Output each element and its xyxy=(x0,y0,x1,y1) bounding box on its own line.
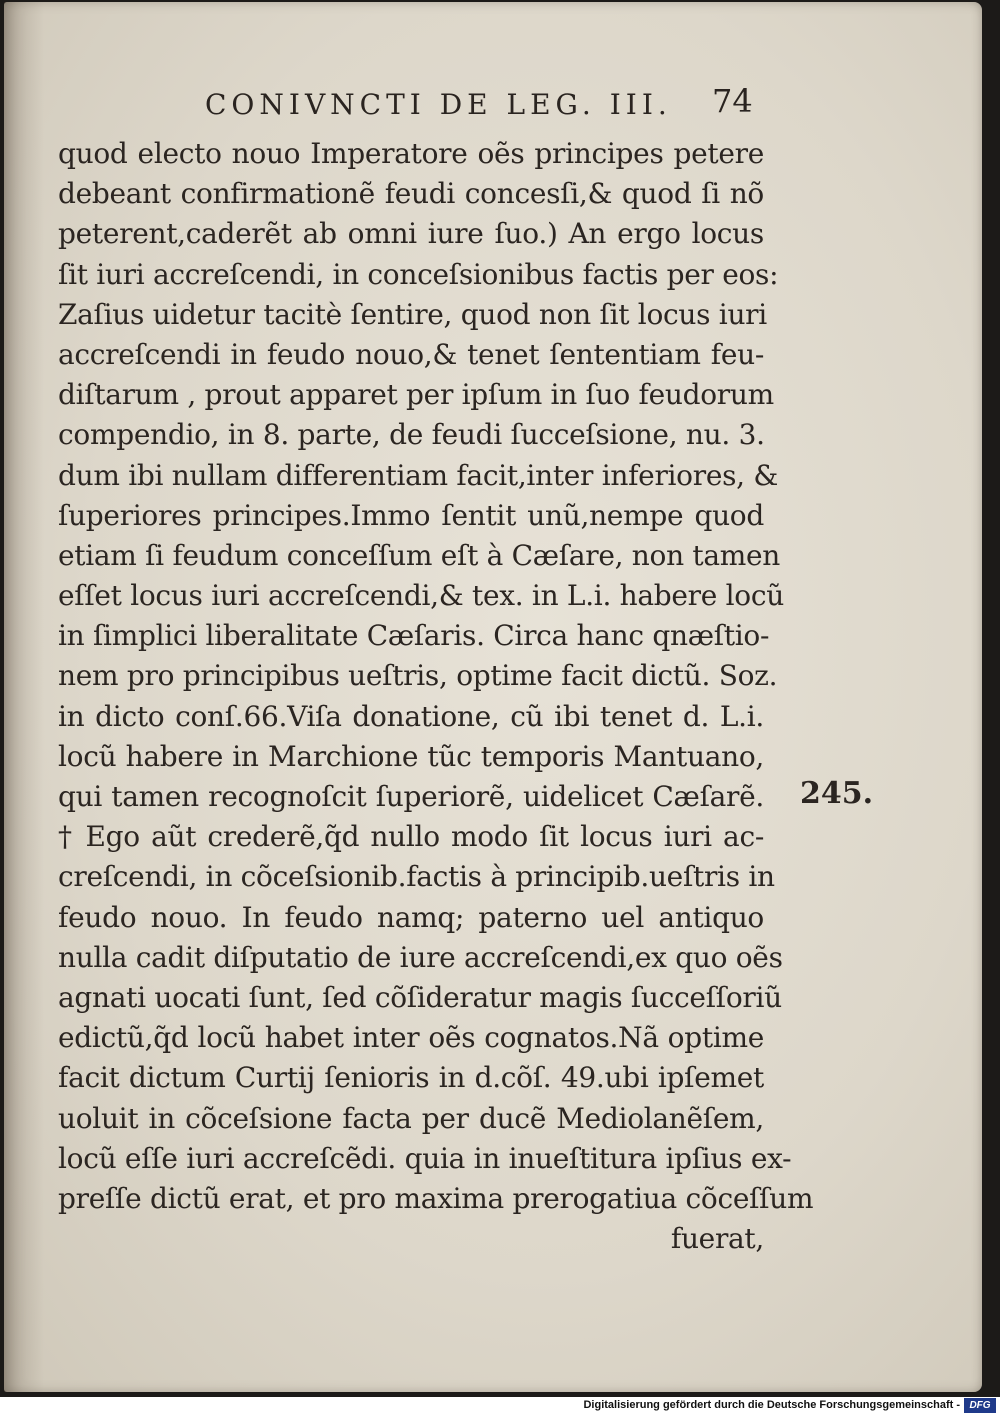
text-line: ſuperiores principes.Immo ſentit unũ,nempe quod xyxy=(58,498,764,532)
page-number: 74 xyxy=(712,82,753,120)
text-line: diſtarum , prout apparet per ipſum in ſuo feudorum xyxy=(58,378,774,412)
text-line: qui tamen recognoſcit ſuperiorẽ, uidelicet Cæſarẽ. xyxy=(58,780,764,813)
text-line: quod electo nouo Imperatore oẽs principes petere xyxy=(58,137,764,170)
text-line: Zaſius uidetur tacitè ſentire, quod non ſit locus iuri xyxy=(58,297,767,331)
text-line: etiam ſi feudum conceſſum eſt à Cæſare, non tamen xyxy=(58,538,781,572)
text-line: uoluit in cõceſsione facta per ducẽ Mediolanẽſem, xyxy=(58,1101,764,1135)
text-line: accreſcendi in feudo nouo,& tenet ſententiam feu- xyxy=(58,337,764,371)
text-line: facit dictum Curtij ſenioris in d.cõſ. 49.ubi ipſemet xyxy=(58,1061,764,1095)
margin-note: 245. xyxy=(800,776,874,811)
text-line: compendio, in 8. parte, de feudi ſucceſsione, nu. 3. xyxy=(58,418,765,452)
text-line: locũ habere in Marchione tũc temporis Mantuano, xyxy=(58,739,764,773)
text-line: agnati uocati ſunt, ſed cõſideratur magis ſucceſſoriũ xyxy=(58,980,782,1014)
text-line: in ſimplici liberalitate Cæſaris. Circa hanc qnæſtio- xyxy=(58,619,770,653)
text-line: in dicto conſ.66.Viſa donatione, cũ ibi tenet d. L.i. xyxy=(58,699,764,733)
text-line: nulla cadit diſputatio de iure accreſcendi,ex quo oẽs xyxy=(58,940,783,974)
text-line: feudo nouo. In feudo namq; paterno uel antiquo xyxy=(58,900,764,934)
digitization-credit: Digitalisierung gefördert durch die Deutsche Forschungsgemeinschaft - xyxy=(583,1399,960,1411)
text-line: locũ eſſe iuri accreſcẽdi. quia in inueſtitura ipſius ex- xyxy=(58,1141,792,1175)
text-line: † Ego aũt crederẽ,q̃d nullo modo ſit locus iuri ac- xyxy=(58,820,764,854)
text-line: preſſe dictũ erat, et pro maxima prerogatiua cõceſſum xyxy=(58,1181,814,1215)
text-line: edictũ,q̃d locũ habet inter oẽs cognatos.Nã optime xyxy=(58,1021,764,1055)
running-title: CONIVNCTI DE LEG. III. xyxy=(205,88,672,121)
dfg-logo-icon: DFG xyxy=(964,1398,996,1413)
body-text xyxy=(58,134,814,1259)
text-line: fuerat, xyxy=(670,1222,764,1256)
footer-bar xyxy=(0,1397,1000,1417)
text-line: ſit iuri accreſcendi, in conceſsionibus factis per eos: xyxy=(58,257,779,291)
text-line: dum ibi nullam differentiam facit,inter inferiores, & xyxy=(58,458,778,492)
text-line: debeant confirmationẽ feudi concesſi,& quod ſi nõ xyxy=(58,177,764,211)
text-line: peterent,caderẽt ab omni iure ſuo.) An ergo locus xyxy=(58,217,764,251)
page-gutter-shadow xyxy=(4,2,44,1392)
text-line: eſſet locus iuri accreſcendi,& tex. in L.i. habere locũ xyxy=(58,579,784,613)
text-line: creſcendi, in cõceſsionib.factis à principib.ueſtris in xyxy=(58,860,775,894)
text-line: nem pro principibus ueſtris, optime facit dictũ. Soz. xyxy=(58,659,778,693)
